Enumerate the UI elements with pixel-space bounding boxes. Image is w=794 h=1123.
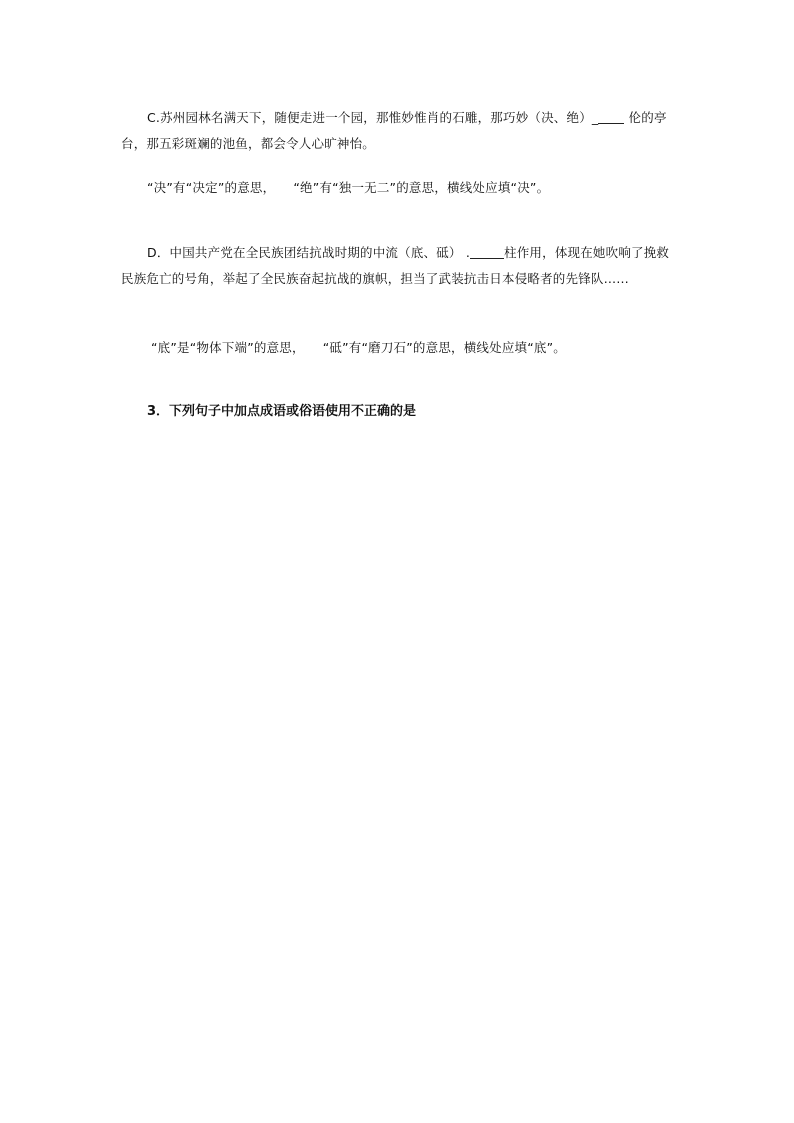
- option-d-blank-prefix: .: [465, 245, 471, 260]
- question-3-heading: 3．下列句子中加点成语或俗语使用不正确的是: [147, 404, 417, 419]
- option-d-paragraph: [121, 240, 674, 292]
- option-c-explanation: [147, 178, 549, 198]
- option-d-explanation: [151, 338, 566, 358]
- option-c-text-before: C.苏州园林名满天下，随便走进一个园，那惟妙惟肖的石雕，那巧妙（决、绝）: [147, 110, 592, 125]
- option-d-explanation-part2: “砥”有“磨刀石”的意思，横线处应填“底”。: [322, 340, 566, 355]
- option-c-paragraph: [121, 105, 674, 157]
- option-c-explanation-part2: “绝”有“独一无二”的意思，横线处应填“决”。: [293, 180, 550, 195]
- option-c-answer-blank: [598, 109, 624, 124]
- option-d-text-after: 柱作用，体现在她吹响了挽救民族危亡的号角，举起了全民族奋起抗战的旗帜，担当了武装抗击日本侵略者的先锋队……: [121, 245, 670, 286]
- option-c-text-after: 伦的亭台，那五彩斑斓的池鱼，都会令人心旷神怡。: [121, 110, 667, 151]
- option-d-explanation-part1: “底”是“物体下端”的意思，: [151, 340, 305, 355]
- option-d-text-before: D．中国共产党在全民族团结抗战时期的中流（底、砥）: [147, 245, 462, 260]
- option-c-blank-prefix: _: [591, 110, 599, 125]
- option-d-answer-blank: [470, 244, 504, 259]
- option-c-explanation-part1: “决”有“决定”的意思，: [147, 180, 276, 195]
